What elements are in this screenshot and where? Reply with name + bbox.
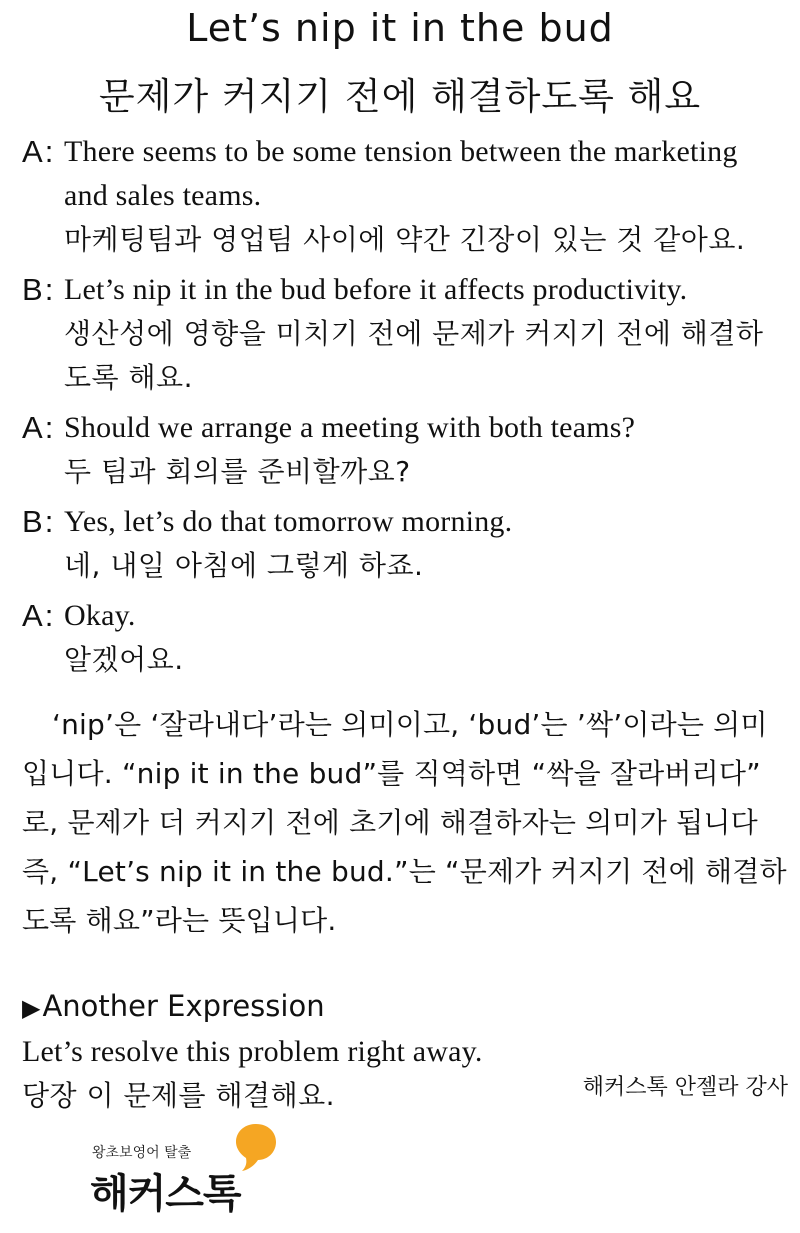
instructor-credit: 해커스톡 안젤라 강사 bbox=[582, 1075, 788, 1100]
speaker-label: A bbox=[22, 598, 43, 633]
logo-tagline: 왕초보영어 탈출 bbox=[92, 1145, 192, 1161]
alternative-korean: 당장 이 문제를 해결해요. bbox=[22, 1079, 336, 1112]
korean-line: 알겠어요. bbox=[64, 643, 184, 676]
explanation-line: 입니다. “nip it in the bud”를 직역하면 “싹을 잘라버리다” bbox=[22, 757, 761, 790]
explanation-line: 로, 문제가 더 커지기 전에 초기에 해결하자는 의미가 됩니다 bbox=[22, 806, 758, 839]
english-line: Okay. bbox=[64, 599, 136, 632]
speaker-colon: : bbox=[44, 134, 54, 169]
dialogue-turn bbox=[22, 594, 792, 682]
english-line: Yes, let’s do that tomorrow morning. bbox=[64, 505, 513, 538]
page-title: Let’s nip it in the bud bbox=[186, 6, 614, 50]
speaker-colon: : bbox=[44, 272, 54, 307]
explanation-line: ‘nip’은 ‘잘라내다’라는 의미이고, ‘bud’는 ’싹’이라는 의미 bbox=[52, 708, 768, 741]
korean-line: 네, 내일 아침에 그렇게 하죠. bbox=[64, 549, 424, 582]
speaker-colon: : bbox=[44, 504, 54, 539]
speaker-colon: : bbox=[44, 410, 54, 445]
speaker-label: A bbox=[22, 410, 43, 445]
dialogue-turn bbox=[22, 268, 792, 400]
english-line: Should we arrange a meeting with both teams? bbox=[64, 411, 636, 444]
dialogue bbox=[22, 130, 792, 688]
speaker-label: B bbox=[22, 272, 43, 307]
korean-line: 마케팅팀과 영업팀 사이에 약간 긴장이 있는 것 같아요. bbox=[64, 223, 746, 256]
english-line: and sales teams. bbox=[64, 179, 262, 212]
dialogue-turn bbox=[22, 130, 792, 262]
korean-line: 생산성에 영향을 미치기 전에 문제가 커지기 전에 해결하 bbox=[64, 317, 764, 350]
english-line: Let’s nip it in the bud before it affects productivity. bbox=[64, 273, 688, 306]
korean-line: 두 팀과 회의를 준비할까요? bbox=[64, 455, 411, 488]
speaker-colon: : bbox=[44, 598, 54, 633]
dialogue-turn bbox=[22, 406, 792, 494]
korean-line: 도록 해요. bbox=[64, 361, 193, 394]
logo-brand-name: 해커스톡 bbox=[90, 1171, 241, 1217]
speech-bubble-icon bbox=[234, 1122, 278, 1172]
explanation-line: 도록 해요”라는 뜻입니다. bbox=[22, 904, 337, 937]
speaker-label: A bbox=[22, 134, 43, 169]
dialogue-turn bbox=[22, 500, 792, 588]
explanation-paragraph bbox=[22, 700, 792, 945]
page-subtitle: 문제가 커지기 전에 해결하도록 해요 bbox=[98, 75, 702, 118]
english-line: There seems to be some tension between the marketing bbox=[64, 135, 738, 168]
brand-logo bbox=[86, 1120, 286, 1220]
triangle-bullet-icon: ▶ bbox=[22, 994, 41, 1022]
speaker-label: B bbox=[22, 504, 43, 539]
explanation-line: 즉, “Let’s nip it in the bud.”는 “문제가 커지기 전에 해결하 bbox=[22, 855, 787, 888]
another-expression-heading: Another Expression bbox=[42, 989, 325, 1023]
alternative-english: Let’s resolve this problem right away. bbox=[22, 1035, 483, 1068]
